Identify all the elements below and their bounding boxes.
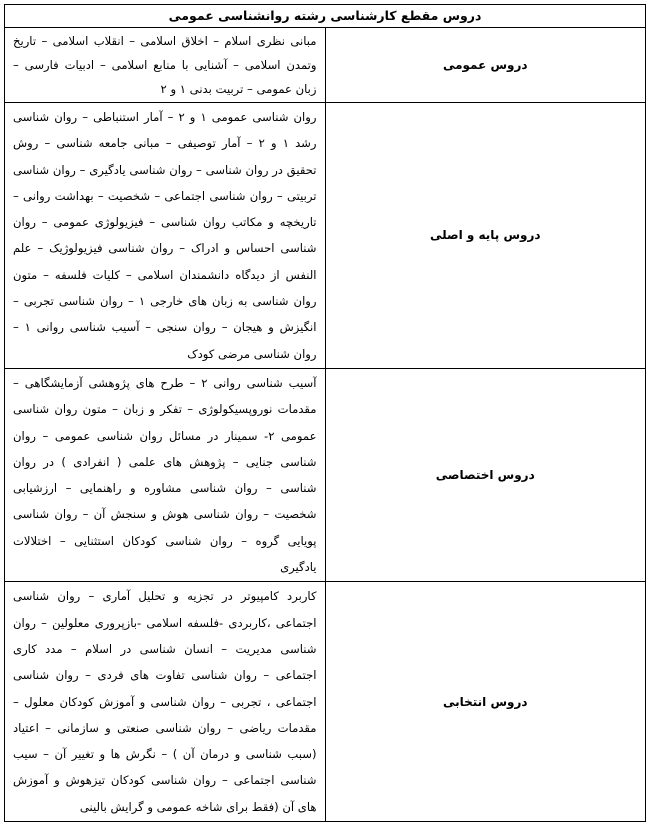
table-row bbox=[5, 103, 646, 369]
courses-table bbox=[4, 4, 646, 822]
table-row bbox=[5, 28, 646, 103]
category-cell: دروس پایه و اصلی bbox=[325, 103, 646, 369]
category-cell: دروس عمومی bbox=[325, 28, 646, 103]
table-row bbox=[5, 368, 646, 581]
courses-cell: آسیب شناسی روانی ۲ – طرح های پژوهشی آزمایشگاهی – مقدمات نوروپسیکولوژی – تفکر و زبان – متون روان شناسی عمومی ۲- سمینار در مسائل روان شناسی عمومی – روان شناسی جنایی – پژوهش های علمی ( انفرادی ) در روان شناسی – روان شناسی مشاوره و راهنمایی – ارزشیابی شخصیت – روان شناسی هوش و سنجش آن – روان شناسی پویایی گروه – روان شناسی کودکان استثنایی – اختلالات یادگیری bbox=[5, 368, 326, 581]
courses-cell: کاربرد کامپیوتر در تجزیه و تحلیل آماری – روان شناسی اجتماعی ،کاربردی -فلسفه اسلامی -بازپروری معلولین – روان شناسی مدیریت – انسان شناسی در اسلام – مدد کاری اجتماعی – روان شناسی تفاوت های فردی – روان شناسی اجتماعی ، تجربی – روان شناسی و آموزش کودکان معلول – مقدمات ریاضی – روان شناسی صنعتی و سازمانی – اعتیاد (سبب شناسی و درمان آن ) – نگرش ها و تغییر آن – سیب شناسی اجتماعی – روان شناسی کودکان تیزهوش و آموزش های آن (فقط برای شاخه عمومی و گرایش بالینی bbox=[5, 582, 326, 822]
category-cell: دروس انتخابی bbox=[325, 582, 646, 822]
courses-cell: مبانی نظری اسلام – اخلاق اسلامی – انقلاب اسلامی – تاریخ وتمدن اسلامی – آشنایی با منابع اسلامی – ادبیات فارسی – زبان عمومی – تربیت بدنی ۱ و ۲ bbox=[5, 28, 326, 103]
category-cell: دروس اختصاصی bbox=[325, 368, 646, 581]
courses-cell: روان شناسی عمومی ۱ و ۲ – آمار استنباطی – روان شناسی رشد ۱ و ۲ – آمار توصیفی – مبانی جامعه شناسی – روش تحقیق در روان شناسی – روان شناسی یادگیری – روان شناسی تربیتی – روان شناسی اجتماعی – شخصیت – بهداشت روانی – تاریخچه و مکاتب روان شناسی – فیزیولوژی عمومی – روان شناسی احساس و ادراک – روان شناسی فیزیولوژیک – علم النفس از دیدگاه دانشمندان اسلامی – کلیات فلسفه – متون روان شناسی به زبان های خارجی ۱ – روان شناسی تجربی – انگیزش و هیجان – روان سنجی – آسیب شناسی روانی ۱ – روان شناسی مرضی کودک bbox=[5, 103, 326, 369]
table-header-row bbox=[5, 5, 646, 28]
table-title: دروس مقطع کارشناسی رشته روانشناسی عمومی bbox=[5, 5, 646, 28]
table-row bbox=[5, 582, 646, 822]
